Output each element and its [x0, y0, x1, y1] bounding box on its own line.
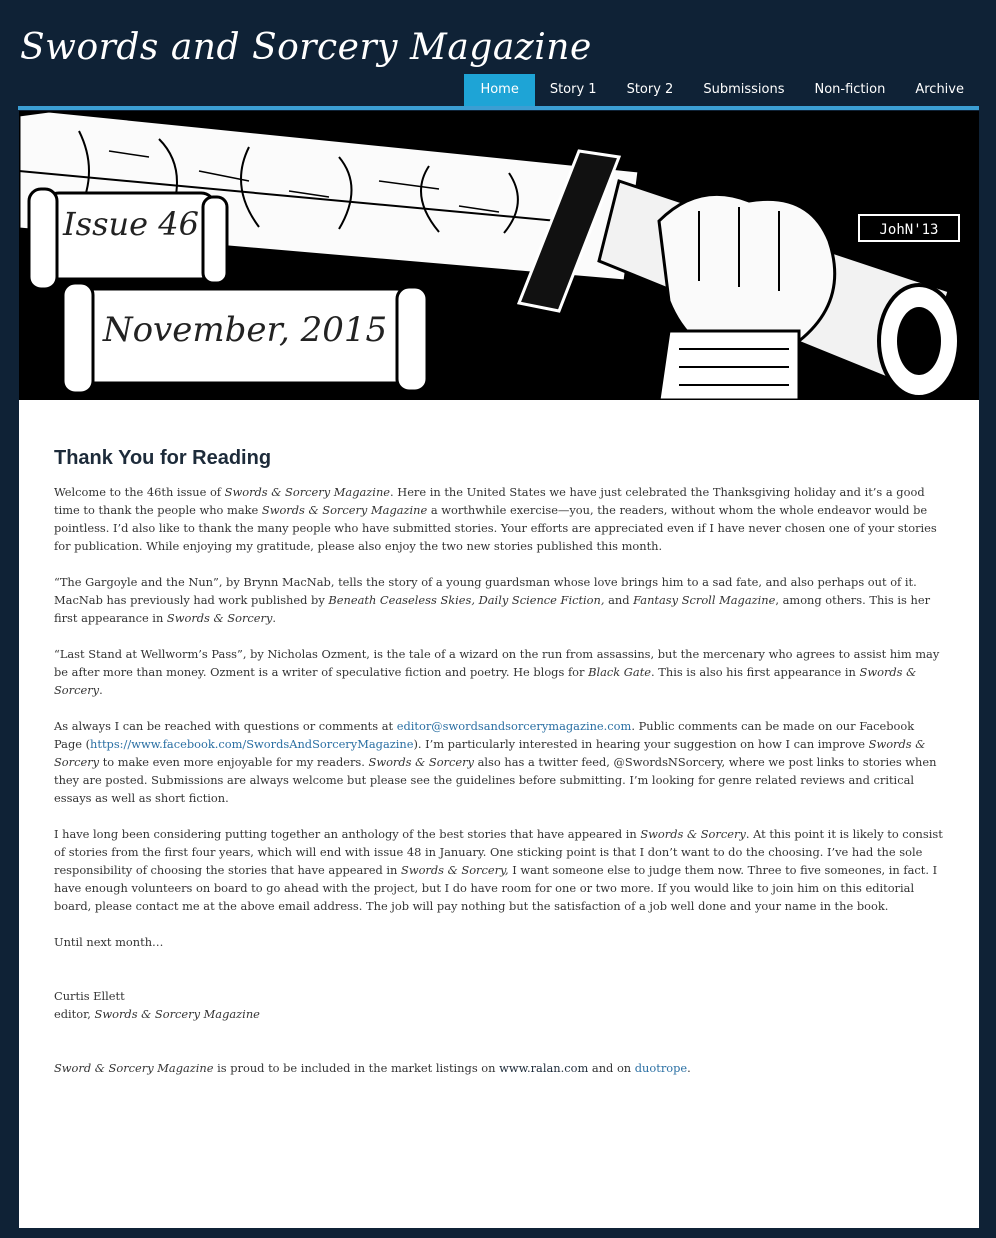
closing-line: Until next month…	[54, 935, 164, 949]
nav-non-fiction[interactable]: Non-fiction	[814, 82, 886, 97]
nav-story-2[interactable]: Story 2	[626, 82, 674, 97]
nav-home[interactable]: Home	[464, 74, 534, 106]
anthology-paragraph: I have long been considering putting together an anthology of the best stories that have appeared in Swords & Sorcery. At this point it is likely to consist of stories from the first four years, which will end with issue 48 in January. One sticking point is that I don’t want to do the choosing. I’ve had the sole responsibility of choosing the stories that have appeared in Swords & Sorcery, I want someone else to judge them now. Three to five someones, in fact. I have enough volunteers on board to go ahead with the project, but I do have room for one or two more. If you would like to join him on this editorial board, please contact me at the above email address. The job will pay nothing but the satisfaction of a job well done and your name in the book.	[54, 827, 943, 913]
nav-story-1[interactable]: Story 1	[549, 82, 597, 97]
nav-archive[interactable]: Archive	[915, 82, 964, 97]
ralan-link[interactable]: www.ralan.com	[499, 1061, 589, 1075]
nav-submissions[interactable]: Submissions	[703, 82, 785, 97]
story-2-paragraph: “Last Stand at Wellworm’s Pass”, by Nicholas Ozment, is the tale of a wizard on the run from assassins, but the mercenary who agrees to assist him may be after more than money. Ozment is a writer of speculative fiction and poetry. He blogs for Black Gate. This is also his first appearance in Swords & Sorcery.	[54, 647, 940, 697]
main-content	[19, 400, 979, 1228]
site-header	[0, 0, 996, 110]
issue-date: November, 2015	[102, 310, 388, 350]
date-scroll	[63, 283, 427, 393]
story-1-paragraph: “The Gargoyle and the Nun”, by Brynn MacNab, tells the story of a young guardsman whose love brings him to a sad fate, and also perhaps out of it. MacNab has previously had work published by Beneath Ceaseless Skies, Daily Science Fiction, and Fantasy Scroll Magazine, among others. This is her first appearance in Swords & Sorcery.	[54, 575, 931, 625]
market-listings-note: Sword & Sorcery Magazine is proud to be included in the market listings on www.ralan.com and on duotrope.	[54, 1061, 691, 1075]
intro-paragraph: Welcome to the 46th issue of Swords & Sorcery Magazine. Here in the United States we have just celebrated the Thanksgiving holiday and it’s a good time to thank the people who make Swords & Sorcery Magazine a worthwhile exercise—you, the readers, without whom the whole endeavor would be pointless. I’d also like to thank the many people who have submitted stories. Your efforts are appreciated even if I have never chosen one of your stories for publication. While enjoying my gratitude, please also enjoy the two new stories published this month.	[54, 485, 937, 553]
page-title: Thank You for Reading	[54, 447, 272, 469]
facebook-link[interactable]: https://www.facebook.com/SwordsAndSorceryMagazine	[90, 737, 414, 751]
editor-role: editor, Swords & Sorcery Magazine	[54, 1007, 260, 1021]
issue-banner	[19, 111, 979, 400]
contact-paragraph: As always I can be reached with questions or comments at editor@swordsandsorcerymagazine.com. Public comments can be made on our Facebook Page (https://www.facebook.com/SwordsAndSorceryMagazine). I’m particularly interested in hearing your suggestion on how I can improve Swords & Sorcery to make even more enjoyable for my readers. Swords & Sorcery also has a twitter feed, @SwordsNSorcery, where we post links to stories when they are posted. Submissions are always welcome but please see the guidelines before submitting. I’m looking for genre related reviews and critical essays as well as short fiction.	[54, 719, 937, 805]
artist-signature-box	[859, 215, 959, 241]
artist-signature: JohN'13	[879, 222, 939, 238]
nav-divider	[18, 106, 979, 110]
duotrope-link[interactable]: duotrope	[634, 1061, 688, 1075]
issue-scroll	[29, 189, 227, 289]
banner-illustration	[19, 111, 979, 400]
site-title[interactable]: Swords and Sorcery Magazine	[20, 27, 592, 68]
main-nav	[464, 74, 979, 106]
editor-name: Curtis Ellett	[54, 989, 125, 1003]
email-link[interactable]: editor@swordsandsorcerymagazine.com	[396, 719, 632, 733]
issue-number: Issue 46	[63, 205, 199, 243]
